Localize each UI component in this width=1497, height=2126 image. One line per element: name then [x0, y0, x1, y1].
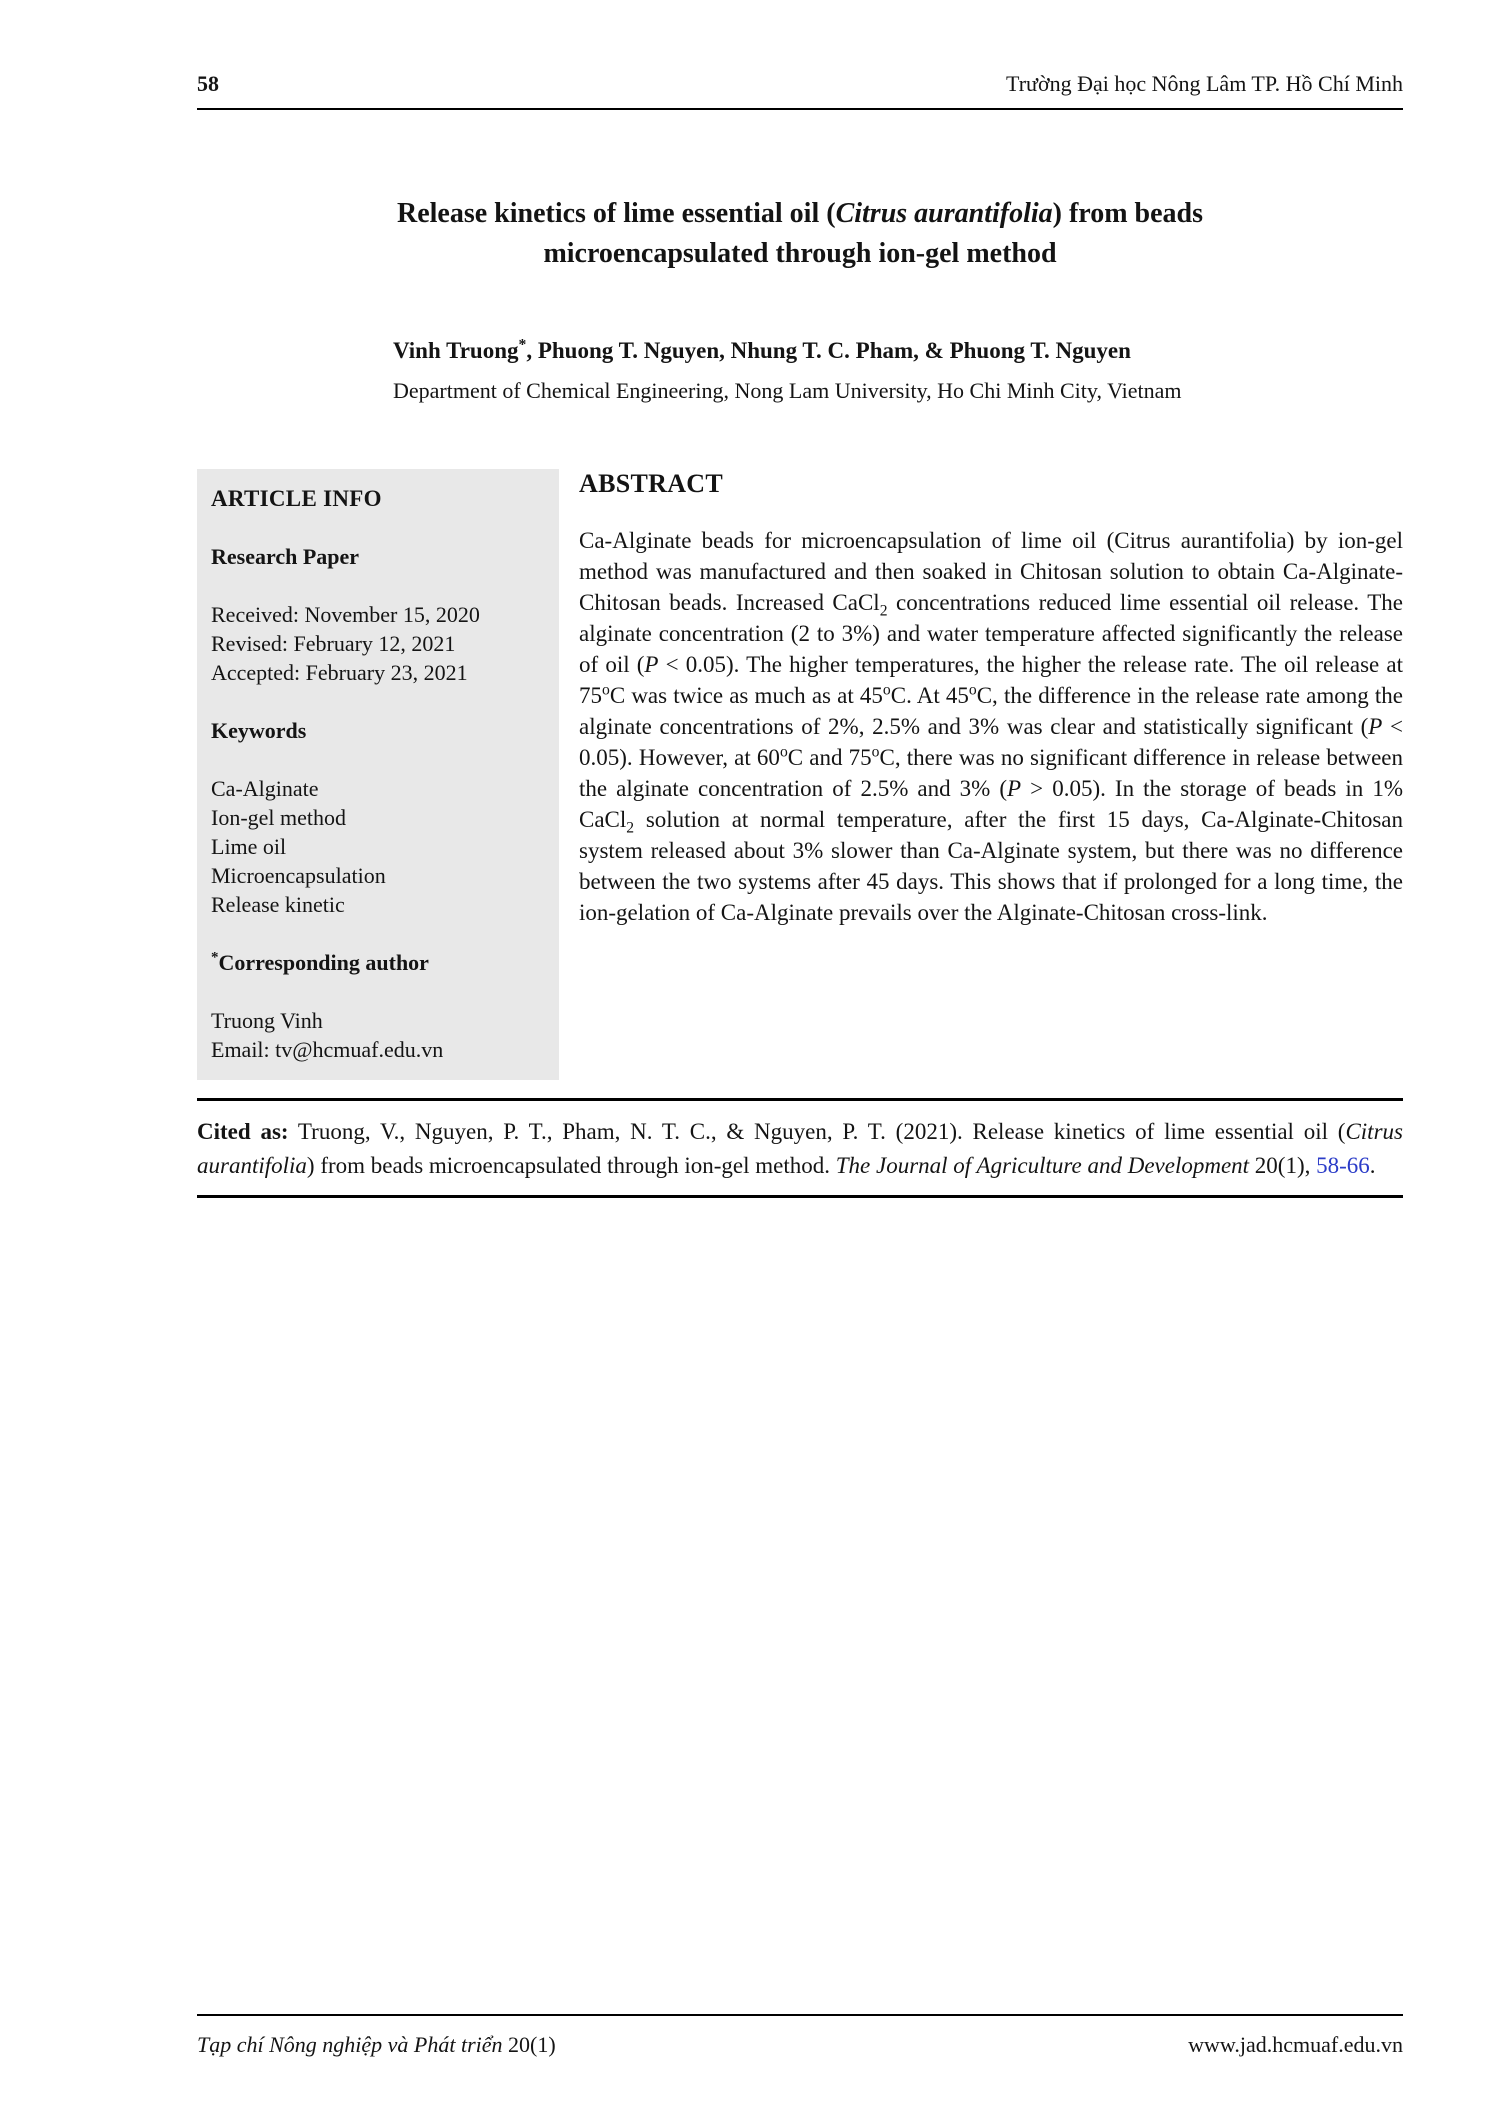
abstract-section	[573, 469, 1403, 928]
keyword-item: Microencapsulation	[211, 863, 386, 888]
citation-rule-bottom	[197, 1195, 1403, 1198]
page-footer	[197, 2014, 1403, 2058]
dates-list	[211, 600, 545, 687]
footer-row	[197, 2032, 1403, 2058]
corresponding-author-name: Truong Vinh	[211, 1008, 323, 1033]
paper-title: Release kinetics of lime essential oil (Citrus aurantifolia) from beads microencapsulated through ion-gel method	[396, 198, 1204, 269]
keyword-item: Lime oil	[211, 834, 287, 859]
running-title: Trường Đại học Nông Lâm TP. Hồ Chí Minh	[1006, 71, 1403, 96]
header-rule	[197, 108, 1403, 110]
page-number: 58	[197, 71, 219, 96]
date-line: Revised: February 12, 2021	[211, 631, 456, 656]
corresponding-author-heading: *Corresponding author	[211, 949, 429, 975]
abstract-heading: ABSTRACT	[579, 469, 723, 498]
affiliation: Department of Chemical Engineering, Nong Lam University, Ho Chi Minh City, Vietnam	[393, 378, 1182, 403]
page-header	[197, 70, 1403, 98]
date-line: Received: November 15, 2020	[211, 602, 480, 627]
authors-line: Vinh Truong*, Phuong T. Nguyen, Nhung T. C. Pham, & Phuong T. Nguyen	[393, 336, 1131, 363]
footer-website: www.jad.hcmuaf.edu.vn	[1188, 2032, 1403, 2057]
keyword-item: Release kinetic	[211, 892, 345, 917]
info-abstract-columns	[197, 469, 1403, 1080]
citation-pages-link[interactable]: 58-66	[1316, 1153, 1370, 1178]
footer-journal-name: Tạp chí Nông nghiệp và Phát triển 20(1)	[197, 2032, 556, 2057]
citation-rule-top	[197, 1098, 1403, 1101]
keywords-list	[211, 774, 545, 919]
keyword-item: Ca-Alginate	[211, 776, 319, 801]
corresponding-author-block	[211, 1006, 545, 1064]
abstract-text: Ca-Alginate beads for microencapsulation of lime oil (Citrus aurantifolia) by ion-gel method was manufactured and then soaked in Chitosan solution to obtain Ca-Alginate-Chitosan beads. Increased CaCl$_2$ concentrations reduced lime essential oil release. The alginate concentration (2 to 3%) and water temperature affected significantly the release of oil (P < 0.05). The higher temperatures, the higher the release rate. The oil release at 75$^o$C was twice as much as at 45$^o$C. At 45$^o$C, the difference in the release rate among the alginate concentrations of 2%, 2.5% and 3% was clear and statistically significant (P < 0.05). However, at 60$^o$C and 75$^o$C, there was no significant difference in release between the alginate concentration of 2.5% and 3% (P > 0.05). In the storage of beads in 1% CaCl$_2$ solution at normal temperature, after the first 15 days, Ca-Alginate-Chitosan system released about 3% slower than Ca-Alginate system, but there was no difference between the two systems after 45 days. This shows that if prolonged for a long time, the ion-gelation of Ca-Alginate prevails over the Alginate-Chitosan cross-link.	[579, 528, 1404, 925]
article-info-box	[197, 469, 559, 1080]
citation-text: Cited as: Truong, V., Nguyen, P. T., Pham, N. T. C., & Nguyen, P. T. (2021). Release kinetics of lime essential oil (Citrus aurantifolia) from beads microencapsulated through ion-gel method. The Journal of Agriculture and Development 20(1), 58-66.	[197, 1119, 1403, 1178]
paper-type-label: Research Paper	[211, 544, 360, 569]
keyword-item: Ion-gel method	[211, 805, 347, 830]
footer-rule	[197, 2014, 1403, 2016]
article-info-heading: ARTICLE INFO	[211, 486, 382, 511]
date-line: Accepted: February 23, 2021	[211, 660, 468, 685]
keywords-heading: Keywords	[211, 718, 307, 743]
corresponding-author-email: Email: tv@hcmuaf.edu.vn	[211, 1037, 444, 1062]
